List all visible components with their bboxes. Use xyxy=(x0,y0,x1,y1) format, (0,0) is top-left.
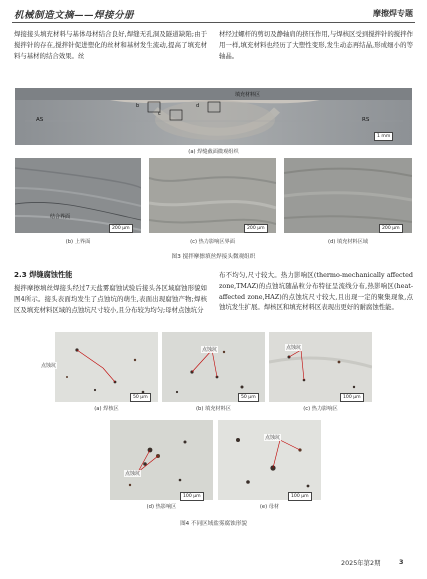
fig4-b-scalebar: 50 μm xyxy=(238,393,259,402)
fig3-panel-b-image xyxy=(15,158,141,233)
journal-title: 机械制造文摘——焊接分册 xyxy=(14,10,135,21)
fig4-d-scalebar: 100 μm xyxy=(180,492,204,501)
page-number: 3 xyxy=(399,558,404,566)
body-text-right-1: 材经过螺杆的剪切及静轴肩的挤压作用,与焊核区受到搅拌针的搅拌作用一样,填充材料也经历了大塑性变形,发生动态再结晶,形成细小的等轴晶。 xyxy=(219,30,413,60)
fig3-c-scalebar: 200 μm xyxy=(244,224,268,233)
fig4-a-scalebar: 50 μm xyxy=(130,393,151,402)
fig3-panel-c-image xyxy=(149,158,276,233)
body-text-left-1: 焊接接头填充材料与基体母材结合良好,焊缝无孔洞及隧道缺陷;由于搅拌针的存在,搅拌针促进塑化的丝材和基材发生流动,提高了填充材料与基材的结合效果。丝 xyxy=(14,30,207,60)
column-title: 摩擦焊专题 xyxy=(373,9,413,18)
fig4-c-pit-label: 点蚀坑 xyxy=(286,345,302,351)
fig4-c-scalebar: 100 μm xyxy=(340,393,364,402)
fig4-panel-e-caption: (e) 母材 xyxy=(259,504,280,510)
body-text-right-2: 布不均匀,尺寸较大。热力影响区(thermo-mechanically affected zone,TMAZ)的点蚀坑随晶粒分布特征呈流线分布,热影响区(heat-affected zone,HAZ)的点蚀坑尺寸较大,且出现一定的聚集现象,点蚀坑发生扩展。焊核区和填充材料区表现出更好的耐腐蚀性能。 xyxy=(219,271,413,312)
fig3-box-b-label: b xyxy=(136,103,140,109)
fig4-panel-e-image xyxy=(218,420,321,500)
fig4-panel-c-caption: (c) 热力影响区 xyxy=(303,406,338,412)
fig3-b-scalebar: 200 μm xyxy=(109,224,133,233)
body-text-left-2: 搅拌摩擦填丝焊接头经过7天盐雾腐蚀试验后接头各区域腐蚀形貌如图4所示。接头表面均发生了点蚀坑的萌生,表面出现腐蚀产物;焊核区及填充材料区域的点蚀坑尺寸较小,且分布较为均匀;母材点蚀坑分 xyxy=(14,284,207,314)
fig3-panel-d-image xyxy=(284,158,412,233)
fig4-panel-a-caption: (a) 焊核区 xyxy=(94,406,119,412)
fig3-a-scalebar: 1 mm xyxy=(374,132,393,141)
footer-issue: 2025年第2期 xyxy=(341,559,381,567)
fig4-panel-a-image xyxy=(55,332,158,402)
fig4-panel-b-caption: (b) 填充材料区 xyxy=(196,406,231,412)
section-title: 2.3 焊缝腐蚀性能 xyxy=(14,270,73,279)
fig3-panel-a-image xyxy=(15,88,412,145)
fig3-d-scalebar: 200 μm xyxy=(379,224,403,233)
fig4-e-pit-label: 点蚀坑 xyxy=(265,435,281,441)
fig3-as-label: AS xyxy=(36,117,44,123)
fig4-panel-d-image xyxy=(110,420,213,500)
fig4-panel-c-image xyxy=(269,332,372,402)
fig3-interface-label: 结合界面 xyxy=(50,214,71,220)
fig3-panel-a-caption: (a) 焊缝截面微观组织 xyxy=(188,149,239,155)
fig3-panel-d-caption: (d) 填充材料区域 xyxy=(327,239,369,245)
fig3-panel-c-caption: (c) 热力影响区界面 xyxy=(190,239,235,245)
fig3-rs-label: RS xyxy=(362,117,370,123)
fig3-fill-label: 填充材料区 xyxy=(235,92,261,98)
fig4-d-pit-label: 点蚀坑 xyxy=(125,471,141,477)
fig4-caption: 图4 不同区域盐雾腐蚀形貌 xyxy=(180,521,247,527)
header-divider xyxy=(12,22,415,23)
fig3-panel-b-caption: (b) 上界面 xyxy=(65,239,91,245)
fig4-e-scalebar: 100 μm xyxy=(288,492,312,501)
fig4-b-pit-label: 点蚀坑 xyxy=(202,347,218,353)
fig4-panel-b-image xyxy=(162,332,265,402)
fig4-a-pit-label: 点蚀坑 xyxy=(41,363,57,369)
fig4-panel-d-caption: (d) 热影响区 xyxy=(146,504,177,510)
fig3-box-d-label: d xyxy=(196,103,200,109)
fig3-box-c-label: c xyxy=(158,111,161,117)
fig3-caption: 图3 搅拌摩擦填丝焊接头微观组织 xyxy=(171,254,256,260)
